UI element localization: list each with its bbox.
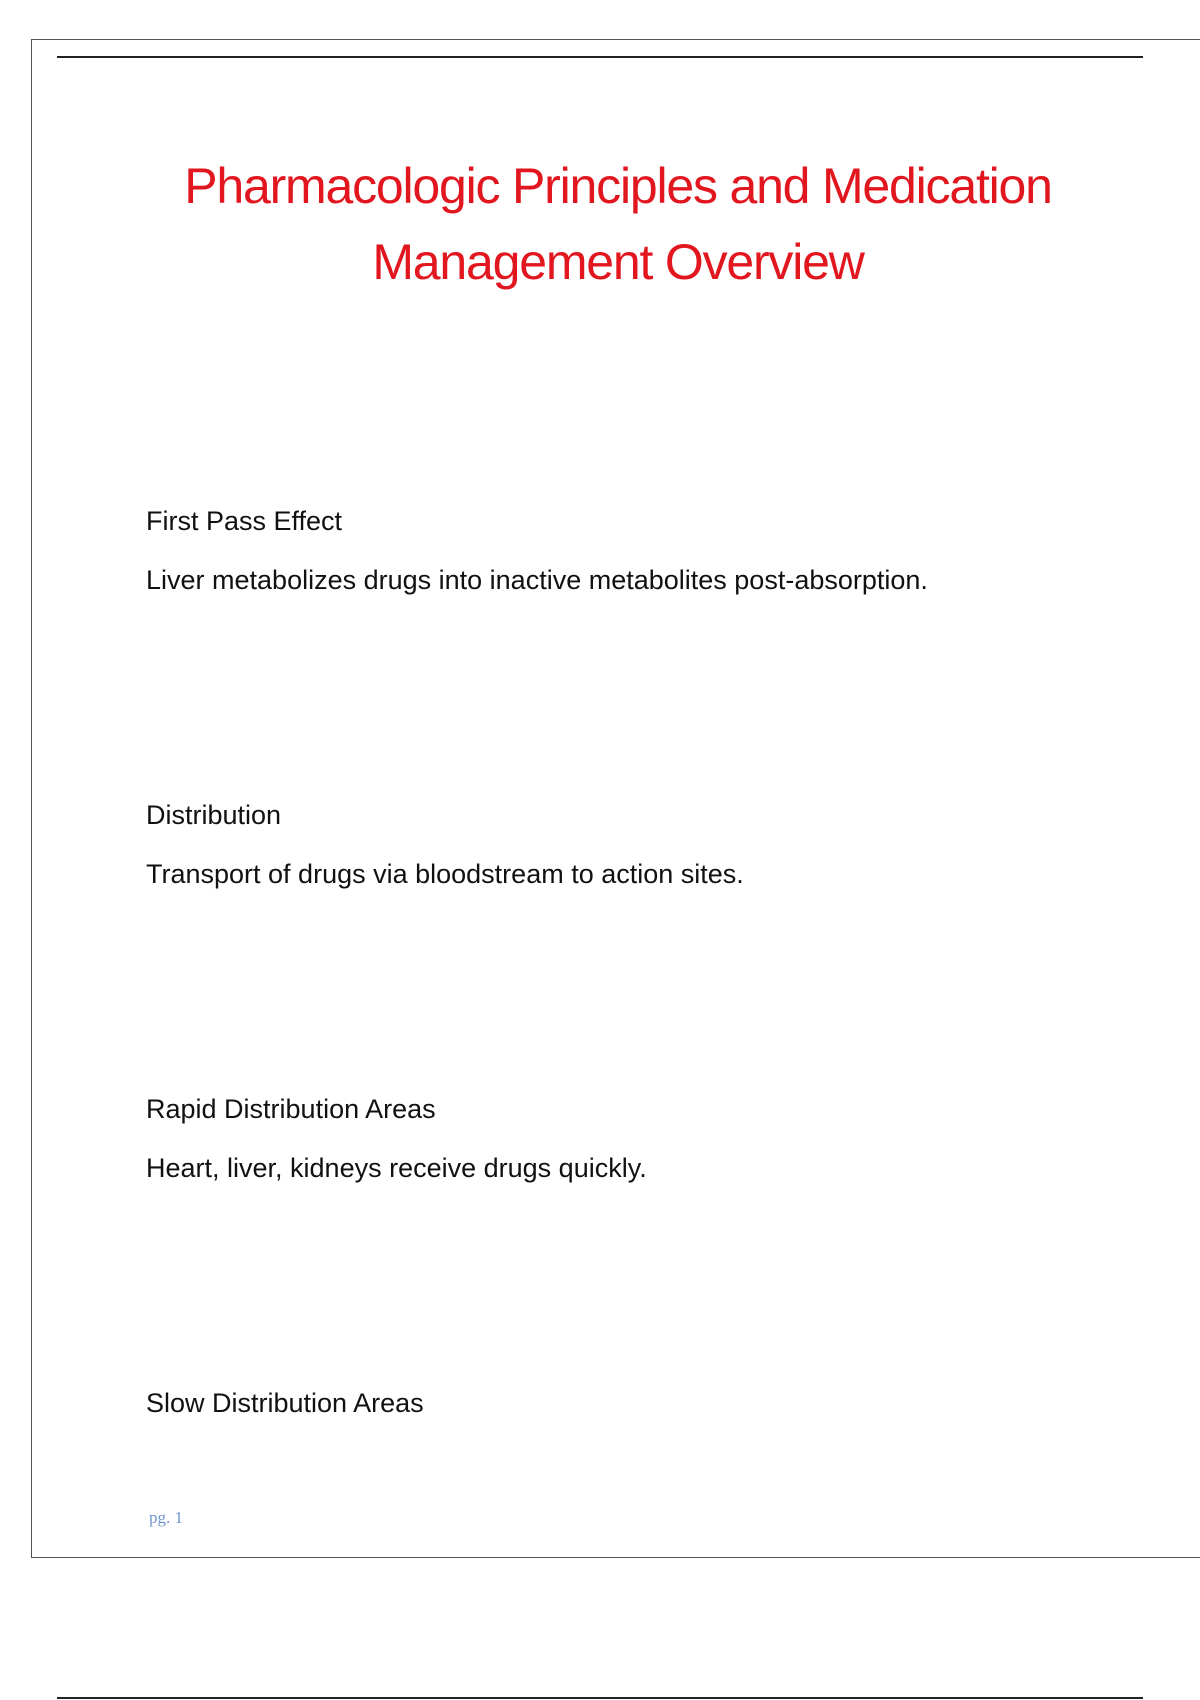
entry-definition: Heart, liver, kidneys receive drugs quickly. <box>146 1153 647 1183</box>
glossary-entry-slow-distribution-areas <box>146 1386 1146 1420</box>
entry-term: First Pass Effect <box>146 506 343 536</box>
entry-term: Distribution <box>146 800 282 830</box>
entry-definition: Liver metabolizes drugs into inactive metabolites post-absorption. <box>146 565 928 595</box>
page-number: pg. 1 <box>149 1508 183 1527</box>
document-title: Pharmacologic Principles and Medication Management Overview <box>184 158 1052 290</box>
glossary-entry-distribution <box>146 798 1146 891</box>
glossary-entry-rapid-distribution-areas <box>146 1092 1146 1185</box>
bottom-rule <box>57 1697 1143 1699</box>
glossary-entry-first-pass-effect <box>146 504 1146 597</box>
entry-term: Slow Distribution Areas <box>146 1388 424 1418</box>
top-rule <box>57 56 1143 58</box>
entry-definition: Transport of drugs via bloodstream to action sites. <box>146 859 744 889</box>
entry-term: Rapid Distribution Areas <box>146 1094 436 1124</box>
